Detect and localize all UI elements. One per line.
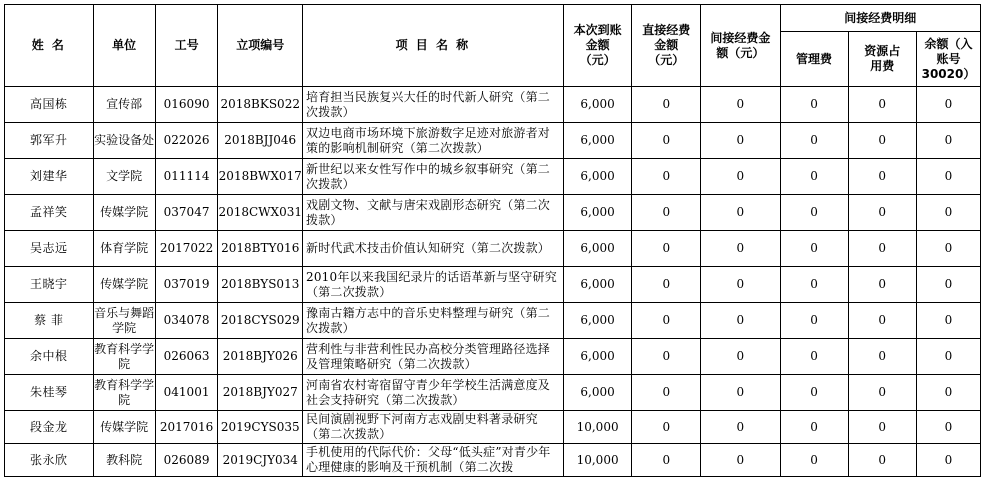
cell-direct-amount: 0 <box>632 87 701 123</box>
cell-balance: 0 <box>916 267 980 303</box>
cell-staff-id: 016090 <box>155 87 218 123</box>
cell-name: 吴志远 <box>5 231 94 267</box>
cell-project-code: 2018BYS013 <box>218 267 303 303</box>
cell-project-title: 手机使用的代际代价：父母“低头症”对青少年心理健康的影响及干预机制（第二次拨 <box>303 444 564 477</box>
table-row <box>5 231 981 267</box>
cell-management-fee: 0 <box>780 123 848 159</box>
cell-resource-fee: 0 <box>848 267 916 303</box>
table-row <box>5 195 981 231</box>
cell-unit: 传媒学院 <box>93 267 155 303</box>
header-balance: 余额（入账号30020） <box>916 32 980 87</box>
header-project-name: 项 目 名 称 <box>303 5 564 87</box>
cell-project-code: 2018BJY026 <box>218 339 303 375</box>
cell-direct-amount: 0 <box>632 195 701 231</box>
cell-direct-amount: 0 <box>632 231 701 267</box>
table-row <box>5 159 981 195</box>
cell-unit: 教育科学学院 <box>93 339 155 375</box>
cell-direct-amount: 0 <box>632 267 701 303</box>
cell-management-fee: 0 <box>780 195 848 231</box>
cell-project-code: 2018BKS022 <box>218 87 303 123</box>
table-body <box>5 87 981 477</box>
cell-resource-fee: 0 <box>848 303 916 339</box>
cell-project-code: 2018CWX031 <box>218 195 303 231</box>
cell-staff-id: 034078 <box>155 303 218 339</box>
cell-received-amount: 6,000 <box>563 123 632 159</box>
cell-staff-id: 022026 <box>155 123 218 159</box>
cell-management-fee: 0 <box>780 87 848 123</box>
cell-balance: 0 <box>916 123 980 159</box>
cell-name: 孟祥笑 <box>5 195 94 231</box>
cell-management-fee: 0 <box>780 375 848 411</box>
cell-indirect-amount: 0 <box>701 375 780 411</box>
cell-balance: 0 <box>916 195 980 231</box>
cell-resource-fee: 0 <box>848 123 916 159</box>
cell-resource-fee: 0 <box>848 339 916 375</box>
cell-staff-id: 026063 <box>155 339 218 375</box>
cell-project-title: 河南省农村寄宿留守青少年学校生活满意度及社会支持研究（第二次拨款） <box>303 375 564 411</box>
cell-name: 刘建华 <box>5 159 94 195</box>
cell-project-title: 培育担当民族复兴大任的时代新人研究（第二次拨款） <box>303 87 564 123</box>
cell-project-title: 新时代武术技击价值认知研究（第二次拨款） <box>303 231 564 267</box>
header-direct-amount: 直接经费金额（元） <box>632 5 701 87</box>
cell-direct-amount: 0 <box>632 339 701 375</box>
cell-management-fee: 0 <box>780 159 848 195</box>
cell-received-amount: 6,000 <box>563 339 632 375</box>
cell-project-code: 2018CYS029 <box>218 303 303 339</box>
cell-indirect-amount: 0 <box>701 231 780 267</box>
cell-resource-fee: 0 <box>848 375 916 411</box>
cell-staff-id: 2017022 <box>155 231 218 267</box>
table-header <box>5 5 981 87</box>
cell-project-title: 民间演剧视野下河南方志戏剧史料著录研究（第二次拨款） <box>303 411 564 444</box>
cell-unit: 音乐与舞蹈学院 <box>93 303 155 339</box>
header-unit: 单位 <box>93 5 155 87</box>
cell-direct-amount: 0 <box>632 303 701 339</box>
cell-indirect-amount: 0 <box>701 444 780 477</box>
cell-received-amount: 6,000 <box>563 303 632 339</box>
cell-balance: 0 <box>916 444 980 477</box>
funding-table <box>4 4 981 477</box>
cell-received-amount: 6,000 <box>563 87 632 123</box>
cell-received-amount: 6,000 <box>563 267 632 303</box>
cell-name: 朱桂琴 <box>5 375 94 411</box>
cell-project-code: 2018BJJ046 <box>218 123 303 159</box>
table-row <box>5 87 981 123</box>
cell-indirect-amount: 0 <box>701 87 780 123</box>
table-row <box>5 267 981 303</box>
cell-direct-amount: 0 <box>632 159 701 195</box>
cell-balance: 0 <box>916 339 980 375</box>
cell-balance: 0 <box>916 411 980 444</box>
table-row <box>5 123 981 159</box>
cell-received-amount: 10,000 <box>563 444 632 477</box>
header-indirect-detail: 间接经费明细 <box>780 5 980 32</box>
cell-direct-amount: 0 <box>632 444 701 477</box>
table-row <box>5 303 981 339</box>
cell-indirect-amount: 0 <box>701 267 780 303</box>
cell-management-fee: 0 <box>780 339 848 375</box>
cell-balance: 0 <box>916 375 980 411</box>
cell-unit: 教科院 <box>93 444 155 477</box>
cell-project-title: 双边电商市场环境下旅游数字足迹对旅游者对策的影响机制研究（第二次拨款） <box>303 123 564 159</box>
header-staff-id: 工号 <box>155 5 218 87</box>
cell-resource-fee: 0 <box>848 87 916 123</box>
funding-table-sheet <box>4 4 981 477</box>
cell-staff-id: 026089 <box>155 444 218 477</box>
cell-staff-id: 037047 <box>155 195 218 231</box>
cell-resource-fee: 0 <box>848 411 916 444</box>
header-resource-fee: 资源占用费 <box>848 32 916 87</box>
cell-unit: 传媒学院 <box>93 195 155 231</box>
cell-indirect-amount: 0 <box>701 411 780 444</box>
cell-staff-id: 011114 <box>155 159 218 195</box>
cell-unit: 体育学院 <box>93 231 155 267</box>
cell-project-title: 营利性与非营利性民办高校分类管理路径选择及管理策略研究（第二次拨款） <box>303 339 564 375</box>
table-row <box>5 411 981 444</box>
cell-project-code: 2019CJY034 <box>218 444 303 477</box>
cell-staff-id: 2017016 <box>155 411 218 444</box>
cell-direct-amount: 0 <box>632 411 701 444</box>
cell-resource-fee: 0 <box>848 195 916 231</box>
cell-staff-id: 041001 <box>155 375 218 411</box>
cell-received-amount: 6,000 <box>563 231 632 267</box>
cell-balance: 0 <box>916 159 980 195</box>
cell-name: 蔡 菲 <box>5 303 94 339</box>
cell-project-title: 戏剧文物、文献与唐宋戏剧形态研究（第二次拨款） <box>303 195 564 231</box>
cell-indirect-amount: 0 <box>701 123 780 159</box>
cell-resource-fee: 0 <box>848 231 916 267</box>
table-row <box>5 375 981 411</box>
header-received-amount: 本次到账金额（元） <box>563 5 632 87</box>
header-indirect-amount: 间接经费金额（元） <box>701 5 780 87</box>
cell-indirect-amount: 0 <box>701 195 780 231</box>
cell-unit: 文学院 <box>93 159 155 195</box>
table-row <box>5 444 981 477</box>
cell-unit: 教育科学学院 <box>93 375 155 411</box>
cell-balance: 0 <box>916 87 980 123</box>
cell-indirect-amount: 0 <box>701 159 780 195</box>
cell-balance: 0 <box>916 231 980 267</box>
cell-project-code: 2018BTY016 <box>218 231 303 267</box>
cell-project-title: 新世纪以来女性写作中的城乡叙事研究（第二次拨款） <box>303 159 564 195</box>
cell-project-code: 2019CYS035 <box>218 411 303 444</box>
cell-received-amount: 10,000 <box>563 411 632 444</box>
cell-unit: 实验设备处 <box>93 123 155 159</box>
cell-management-fee: 0 <box>780 267 848 303</box>
cell-name: 王晓宇 <box>5 267 94 303</box>
cell-name: 高国栋 <box>5 87 94 123</box>
cell-management-fee: 0 <box>780 411 848 444</box>
cell-unit: 宣传部 <box>93 87 155 123</box>
cell-indirect-amount: 0 <box>701 303 780 339</box>
cell-resource-fee: 0 <box>848 444 916 477</box>
cell-project-title: 2010年以来我国纪录片的话语革新与坚守研究（第二次拨款） <box>303 267 564 303</box>
cell-project-code: 2018BWX017 <box>218 159 303 195</box>
header-name: 姓 名 <box>5 5 94 87</box>
cell-name: 段金龙 <box>5 411 94 444</box>
cell-received-amount: 6,000 <box>563 195 632 231</box>
cell-management-fee: 0 <box>780 231 848 267</box>
cell-received-amount: 6,000 <box>563 375 632 411</box>
cell-project-code: 2018BJY027 <box>218 375 303 411</box>
cell-direct-amount: 0 <box>632 375 701 411</box>
cell-received-amount: 6,000 <box>563 159 632 195</box>
cell-resource-fee: 0 <box>848 159 916 195</box>
cell-name: 郭军升 <box>5 123 94 159</box>
header-management-fee: 管理费 <box>780 32 848 87</box>
cell-name: 张永欣 <box>5 444 94 477</box>
header-project-code: 立项编号 <box>218 5 303 87</box>
cell-management-fee: 0 <box>780 303 848 339</box>
cell-name: 余中根 <box>5 339 94 375</box>
cell-balance: 0 <box>916 303 980 339</box>
cell-unit: 传媒学院 <box>93 411 155 444</box>
cell-management-fee: 0 <box>780 444 848 477</box>
cell-project-title: 豫南古籍方志中的音乐史料整理与研究（第二次拨款） <box>303 303 564 339</box>
cell-staff-id: 037019 <box>155 267 218 303</box>
cell-indirect-amount: 0 <box>701 339 780 375</box>
cell-direct-amount: 0 <box>632 123 701 159</box>
table-row <box>5 339 981 375</box>
